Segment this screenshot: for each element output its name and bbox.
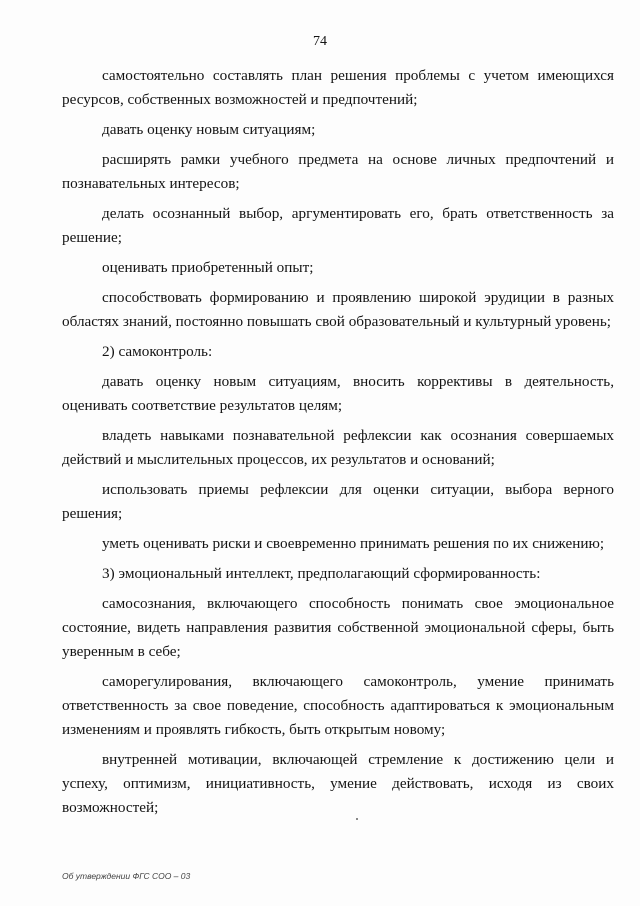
paragraph: давать оценку новым ситуациям, вносить коррективы в деятельность, оценивать соответствие результатов целям; [62,373,614,414]
paragraph: владеть навыками познавательной рефлексии как осознания совершаемых действий и мыслительных процессов, их результатов и оснований; [62,427,614,468]
paragraph: использовать приемы рефлексии для оценки ситуации, выбора верного решения; [62,481,614,522]
paragraph: оценивать приобретенный опыт; [102,259,314,276]
paragraph: самостоятельно составлять план решения проблемы с учетом имеющихся ресурсов, собственных возможностей и предпочтений; [62,67,614,108]
scan-dot [356,818,358,820]
paragraph: самосознания, включающего способность понимать свое эмоциональное состояние, видеть направления развития собственной эмоциональной сферы, быть уверенным в себе; [62,595,614,660]
paragraph: делать осознанный выбор, аргументировать его, брать ответственность за решение; [62,205,614,246]
section-heading: 3) эмоциональный интеллект, предполагающий сформированность: [102,565,541,582]
paragraph: уметь оценивать риски и своевременно принимать решения по их снижению; [102,535,605,552]
document-body [62,64,614,826]
page-number: 74 [313,34,327,49]
section-heading: 2) самоконтроль: [102,343,213,360]
paragraph: внутренней мотивации, включающей стремление к достижению цели и успеху, оптимизм, инициативность, умение действовать, исходя из своих возможностей; [62,751,614,816]
paragraph: саморегулирования, включающего самоконтроль, умение принимать ответственность за свое поведение, способность адаптироваться к эмоциональным изменениям и проявлять гибкость, быть открытым новому; [62,673,614,738]
paragraph: давать оценку новым ситуациям; [102,121,316,138]
paragraph: расширять рамки учебного предмета на основе личных предпочтений и познавательных интересов; [62,151,614,192]
document-footer: Об утверждении ФГС СОО – 03 [62,871,191,881]
paragraph: способствовать формированию и проявлению широкой эрудиции в разных областях знаний, постоянно повышать свой образовательный и культурный уровень; [62,289,614,330]
